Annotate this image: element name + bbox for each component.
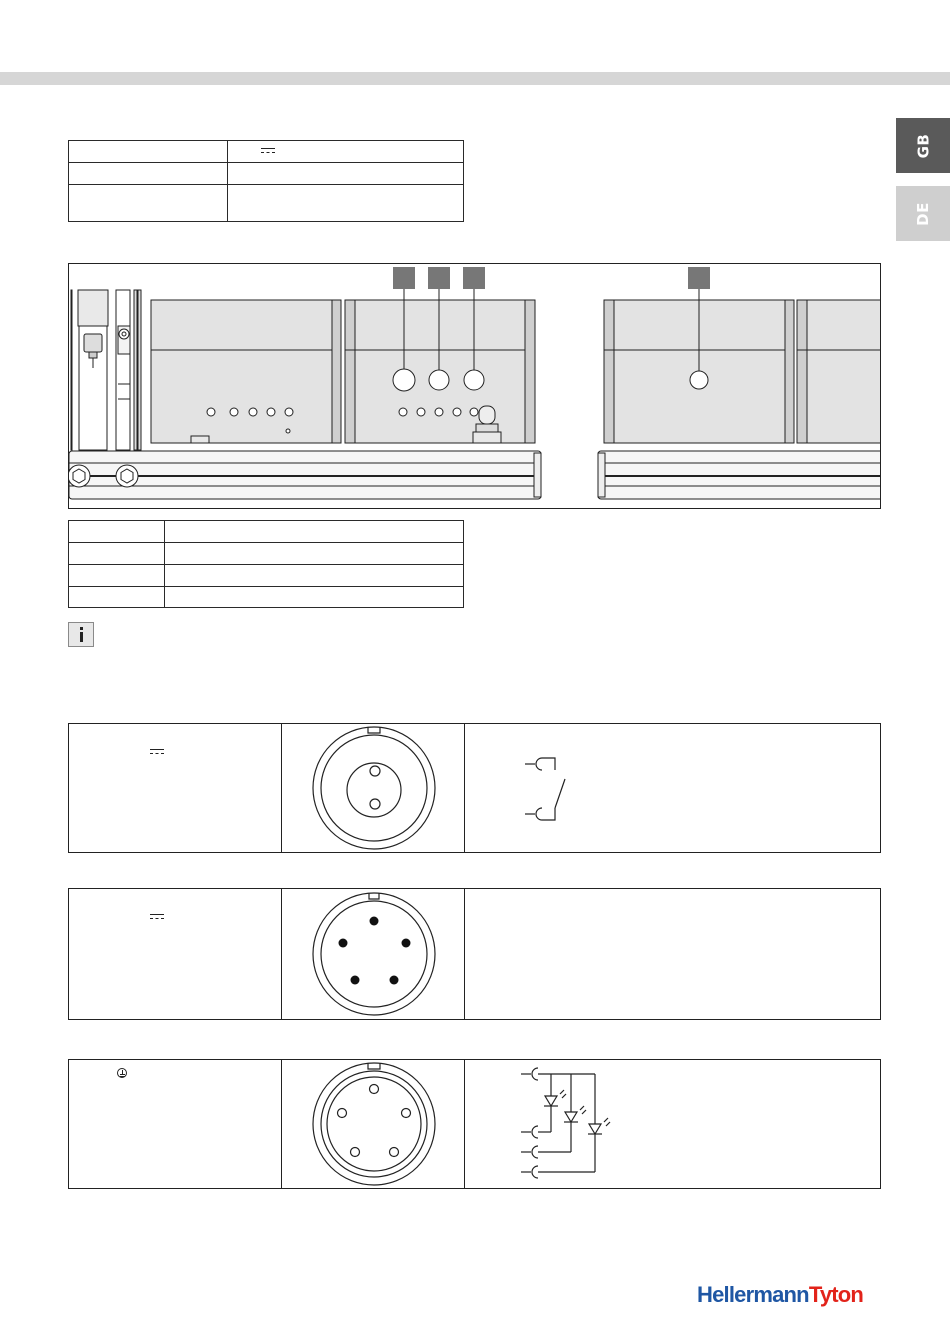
- switch-contact-diagram: [465, 724, 865, 852]
- spec-table: [68, 140, 464, 222]
- table-row: [69, 565, 464, 587]
- spec-label: [69, 163, 228, 185]
- legend-key: [69, 587, 165, 608]
- connector-3-pinout: [282, 1060, 465, 1188]
- callout-marker-4: [688, 267, 710, 289]
- brand-logo-part1: Hellermann: [697, 1282, 809, 1307]
- table-row: [69, 521, 464, 543]
- connector-1-schematic: [465, 724, 880, 852]
- connector-1-pinout: [282, 724, 465, 852]
- callout-marker-1: [393, 267, 415, 289]
- callout-marker-3: [463, 267, 485, 289]
- connector-2pin-face: [282, 724, 464, 852]
- legend-value: [165, 521, 464, 543]
- spec-label: [69, 141, 228, 163]
- brand-logo: [697, 1282, 863, 1308]
- device-drawing: [69, 264, 881, 509]
- legend-value: [165, 587, 464, 608]
- legend-key: [69, 521, 165, 543]
- tab-language-de[interactable]: [896, 186, 950, 241]
- legend-value: [165, 543, 464, 565]
- connector-3-schematic: [465, 1060, 880, 1188]
- connector-2-schematic: [465, 889, 880, 1019]
- table-row: [69, 543, 464, 565]
- callout-marker-2: [428, 267, 450, 289]
- dc-current-icon: [261, 148, 275, 154]
- table-row: [69, 141, 464, 163]
- connector-row-1: [68, 723, 881, 853]
- legend-table: [68, 520, 464, 608]
- connector-2-description: [69, 889, 282, 1019]
- spec-label: [69, 185, 228, 222]
- connector-3-description: [69, 1060, 282, 1188]
- connector-1-description: [69, 724, 282, 852]
- header-band: [0, 72, 950, 85]
- tab-language-gb-label: GB: [914, 133, 932, 158]
- connector-5pin-face: [282, 889, 464, 1019]
- connector-row-2: [68, 888, 881, 1020]
- dc-current-icon: [150, 914, 164, 920]
- table-row: [69, 185, 464, 222]
- tab-language-gb[interactable]: [896, 118, 950, 173]
- tab-language-de-label: DE: [913, 201, 932, 226]
- table-row: [69, 587, 464, 608]
- info-icon: [68, 622, 94, 647]
- brand-logo-part2: Tyton: [808, 1282, 864, 1307]
- legend-key: [69, 543, 165, 565]
- connector-row-3: [68, 1059, 881, 1189]
- dc-current-icon: [150, 749, 164, 755]
- connector-2-pinout: [282, 889, 465, 1019]
- device-figure: [68, 263, 881, 509]
- table-row: [69, 163, 464, 185]
- spec-value: [228, 163, 464, 185]
- led-circuit-diagram: [465, 1060, 865, 1188]
- legend-key: [69, 565, 165, 587]
- spec-value: [228, 185, 464, 222]
- ground-icon: [117, 1068, 127, 1078]
- legend-value: [165, 565, 464, 587]
- spec-value: [228, 141, 464, 163]
- connector-5pin-socket-face: [282, 1060, 464, 1188]
